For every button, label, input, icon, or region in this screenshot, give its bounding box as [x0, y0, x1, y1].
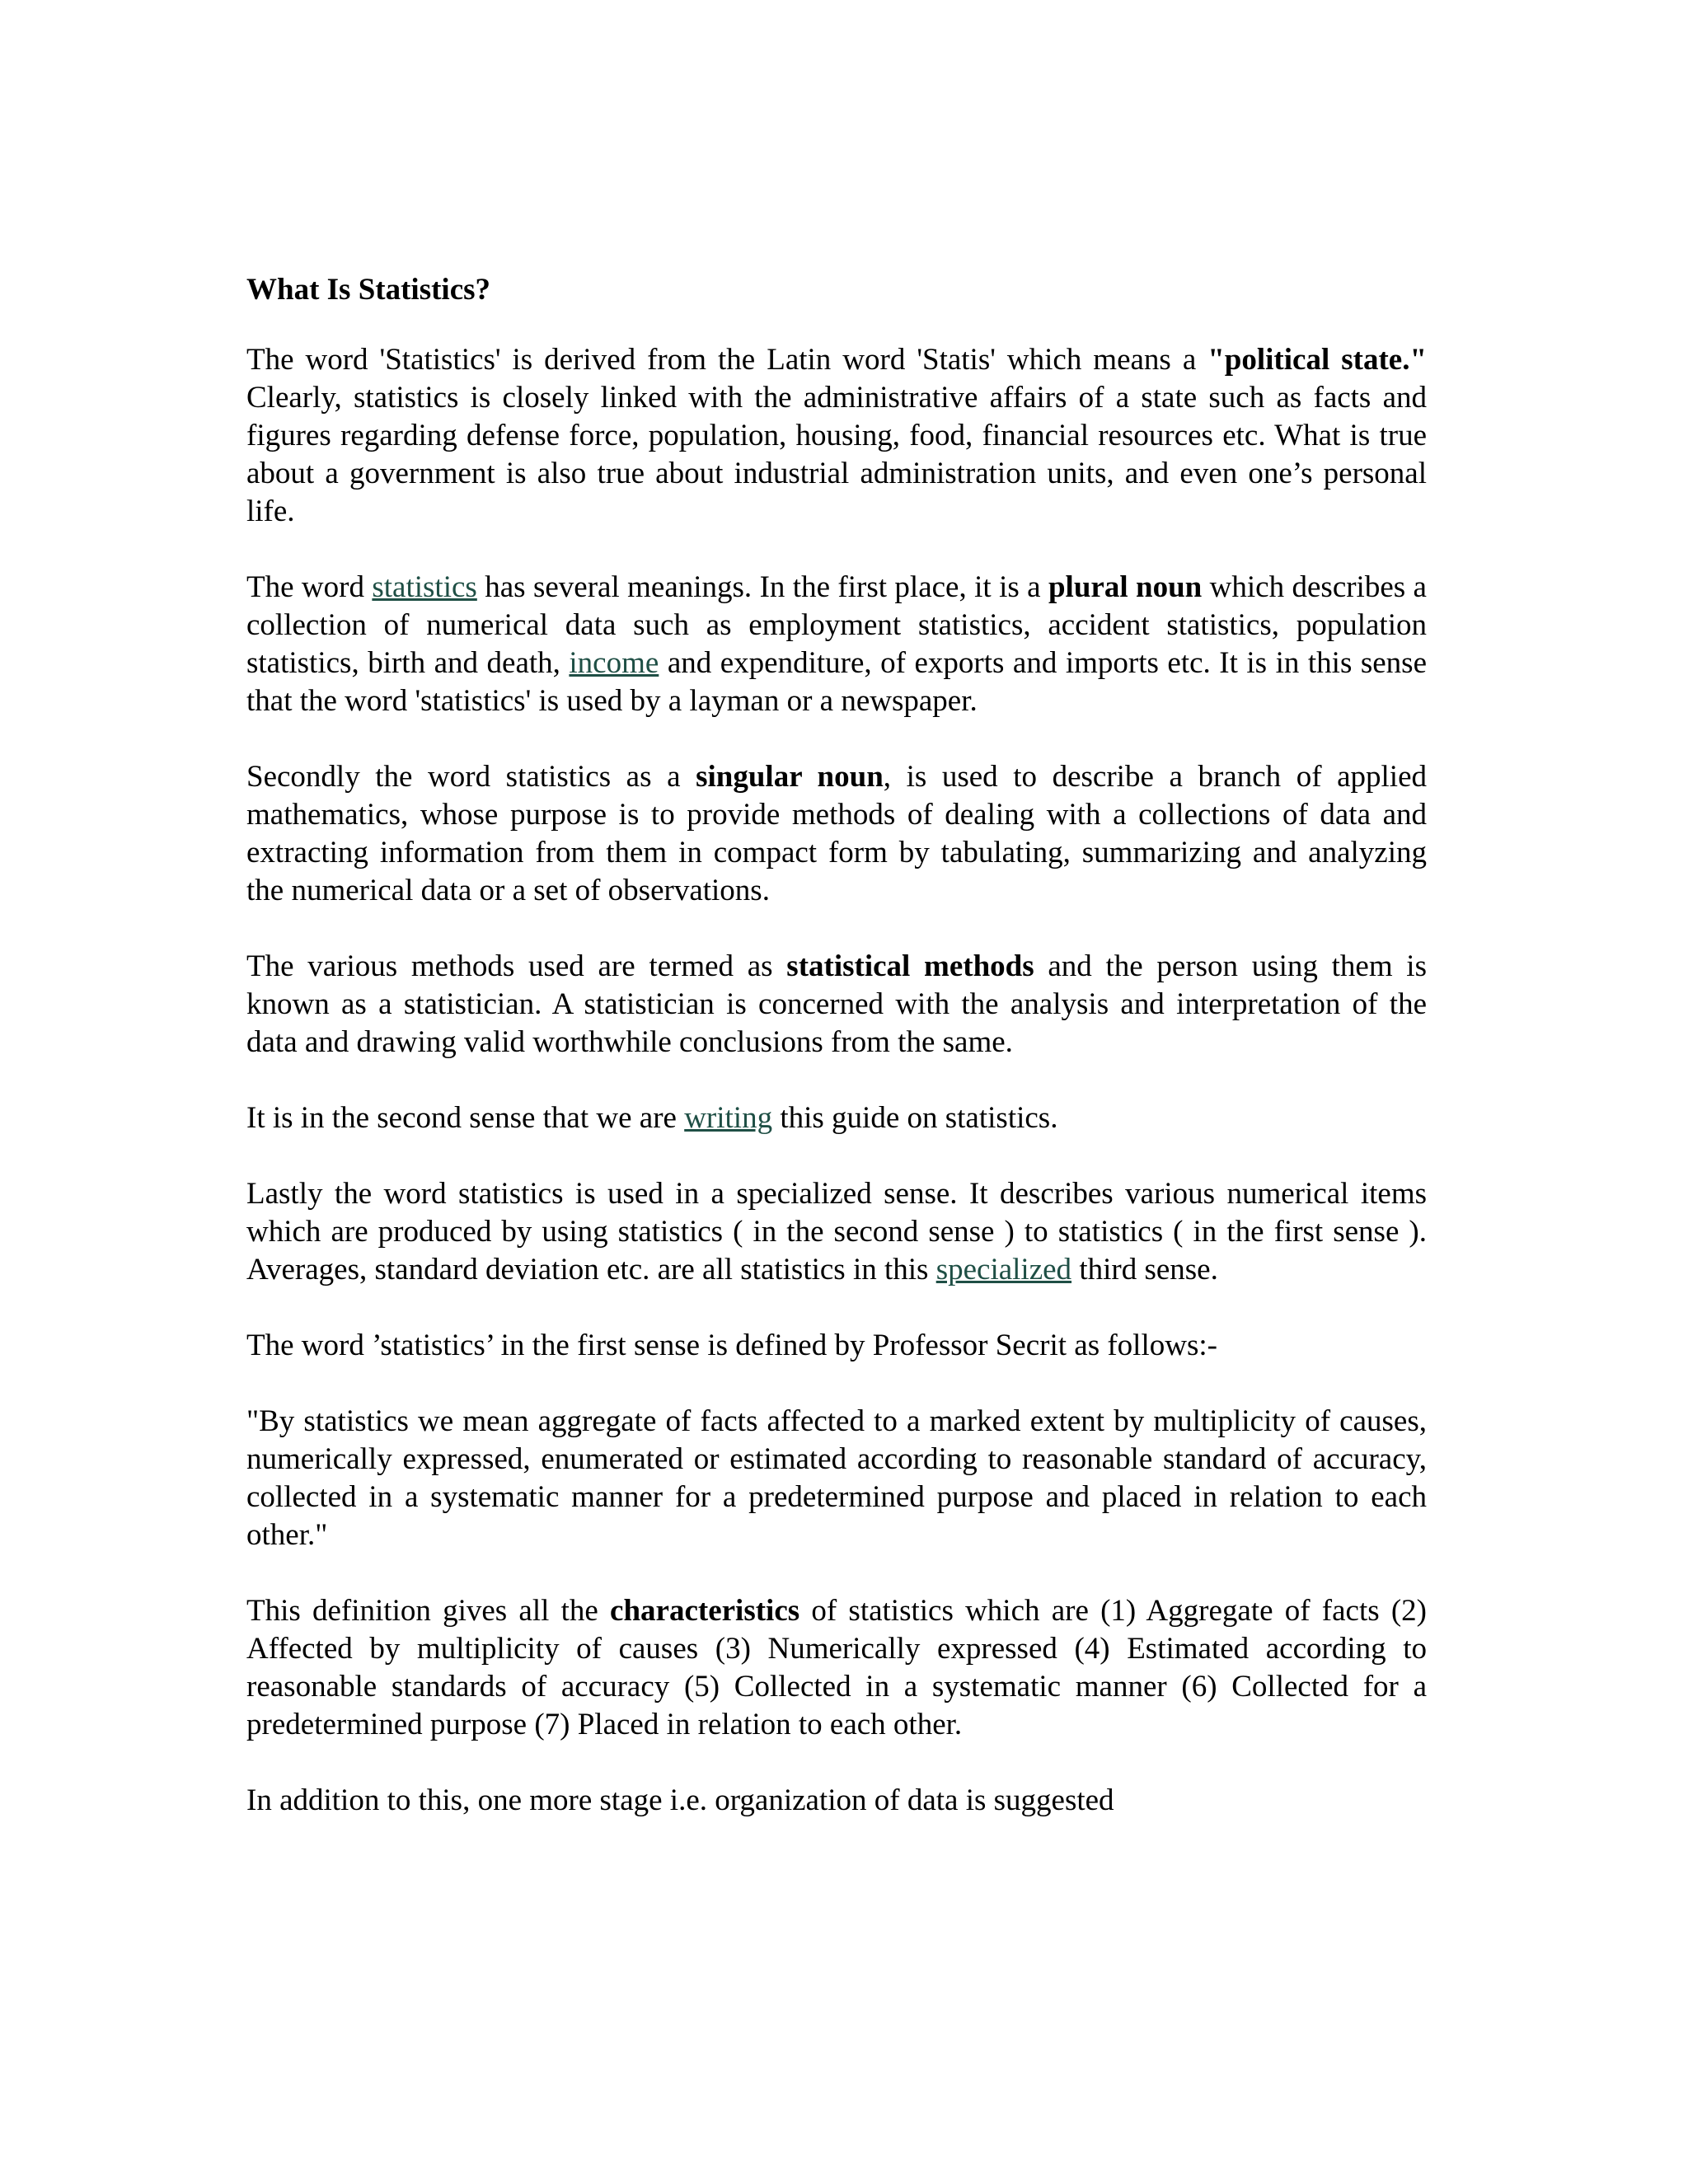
text: Secondly the word statistics as a	[246, 760, 696, 794]
text: third sense.	[1071, 1253, 1218, 1286]
paragraph-organization: In addition to this, one more stage i.e. organization of data is suggested	[246, 1783, 1114, 1817]
paragraph-singular-noun	[246, 758, 1427, 910]
bold-term-statistical-methods: statistical methods	[786, 949, 1034, 983]
link-statistics[interactable]: statistics	[372, 570, 477, 604]
link-specialized[interactable]: specialized	[935, 1253, 1072, 1286]
text: It is in the second sense that we are	[246, 1101, 685, 1135]
text: Clearly, statistics is closely linked with the administrative affairs of a state such as facts and figures regarding defense force, population, housing, food, financial resources etc. What is true about a government is also true about industrial administration units, and even one’s personal life.	[246, 381, 1427, 528]
text: The word 'Statistics' is derived from the Latin word 'Statis' which means a	[246, 343, 1208, 377]
paragraph-etymology	[246, 341, 1427, 531]
text: and expenditure, of exports and imports etc. It is in this sense that the word 'statistics' is used by a layman or a newspaper.	[246, 646, 1427, 718]
text: this guide on statistics.	[772, 1101, 1058, 1135]
text: This definition gives all the	[246, 1594, 611, 1628]
text: The various methods used are termed as	[246, 949, 787, 983]
paragraph-meanings	[246, 569, 1427, 720]
link-income[interactable]: income	[569, 646, 659, 680]
bold-term-singular-noun: singular noun	[696, 760, 884, 794]
bold-term-plural-noun: plural noun	[1048, 570, 1203, 604]
link-writing[interactable]: writing	[684, 1101, 773, 1135]
paragraph-statistical-methods	[246, 948, 1427, 1062]
paragraph-definition-quote: "By statistics we mean aggregate of facts affected to a marked extent by multiplicity of causes, numerically expressed, enumerated or estimated according to reasonable standard of accuracy, collected in a systematic manner for a predetermined purpose and placed in relation to each other."	[246, 1404, 1427, 1552]
bold-term-characteristics: characteristics	[610, 1594, 800, 1628]
text: of statistics which are (1) Aggregate of facts (2) Affected by multiplicity of causes (3) Numerically expressed (4) Estimated according to reasonable standards of accuracy (5) Collected in a systematic manner (6) Collected for a predetermined purpose (7) Placed in relation to each other.	[246, 1594, 1427, 1741]
text: Lastly the word statistics is used in a specialized sense. It describes various numerical items which are produced by using statistics ( in the second sense ) to statistics ( in the first sense ). Averages, standard deviation etc. are all statistics in this	[246, 1177, 1427, 1286]
text: , is used to describe a branch of applied mathematics, whose purpose is to provide methods of dealing with a collections of data and extracting information from them in compact form by tabulating, summarizing and analyzing the numerical data or a set of observations.	[246, 760, 1427, 907]
text: which describes a collection of numerical data such as employment statistics, accident statistics, population statistics, birth and death,	[246, 570, 1427, 680]
document-page	[246, 269, 1427, 1858]
page-title: What Is Statistics?	[246, 273, 491, 307]
paragraph-specialized-sense	[246, 1175, 1427, 1289]
text: and the person using them is known as a statistician. A statistician is concerned with the analysis and interpretation of the data and drawing valid worthwhile conclusions from the same.	[246, 949, 1427, 1059]
text: has several meanings. In the first place, it is a	[476, 570, 1048, 604]
paragraph-characteristics	[246, 1592, 1427, 1744]
bold-term-political-state: "political state."	[1207, 343, 1427, 377]
paragraph-second-sense	[246, 1099, 1427, 1137]
text: The word	[246, 570, 373, 604]
paragraph-definition-intro: The word ’statistics’ in the first sense is defined by Professor Secrit as follows:-	[246, 1329, 1217, 1362]
